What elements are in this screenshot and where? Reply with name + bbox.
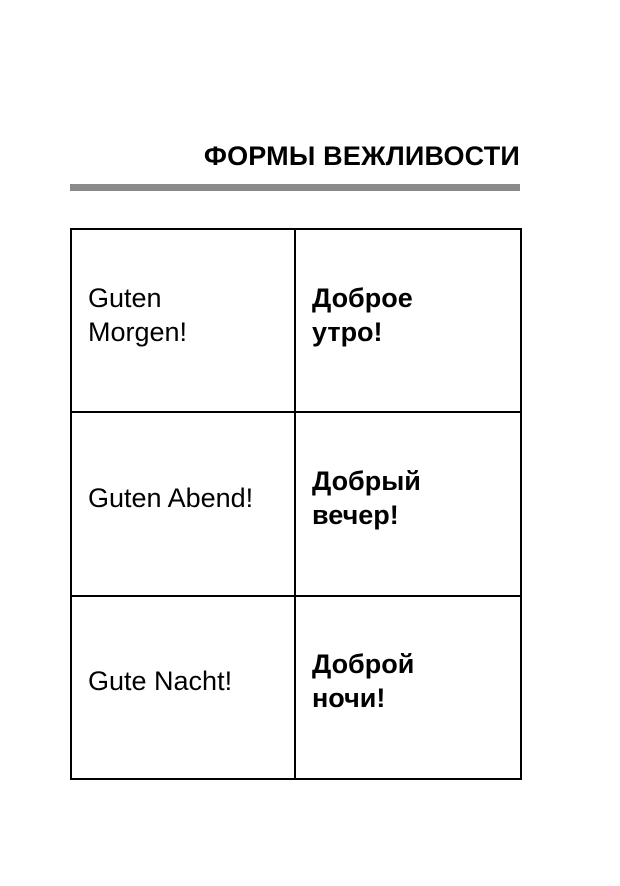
section-title: ФОРМЫ ВЕЖЛИВОСТИ [203, 141, 520, 171]
german-phrase: Guten Morgen! [88, 282, 188, 347]
german-phrase-cell [71, 412, 295, 595]
russian-translation-cell [295, 412, 521, 595]
table-row [71, 412, 521, 595]
russian-translation: Добрый вечер! [312, 465, 421, 530]
russian-translation-cell [295, 596, 521, 779]
german-phrase-cell [71, 596, 295, 779]
russian-translation: Доброе утро! [312, 282, 413, 347]
russian-translation-cell [295, 229, 521, 412]
table-row [71, 596, 521, 779]
table-row [71, 229, 521, 412]
german-phrase-cell [71, 229, 295, 412]
phrase-table [70, 228, 522, 780]
german-phrase: Guten Abend! [88, 482, 254, 513]
russian-translation: Доброй ночи! [312, 649, 415, 714]
title-underline-rule [70, 184, 520, 191]
german-phrase: Gute Nacht! [88, 666, 233, 697]
